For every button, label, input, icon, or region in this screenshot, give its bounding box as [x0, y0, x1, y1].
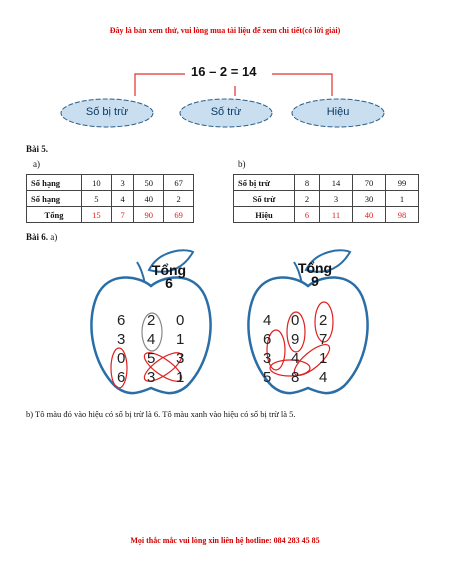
bai6-heading: Bài 6. a) [26, 232, 58, 242]
bai5-title: Bài 5. [26, 144, 49, 154]
table-row [234, 207, 419, 223]
row-label: Hiệu [234, 207, 295, 223]
apple-right-title-word: Tổng [297, 260, 333, 276]
apple-left-digit: 3 [176, 350, 185, 367]
apple-right-sum: 9 [311, 273, 319, 289]
cell: 4 [111, 191, 134, 207]
apple-left-digit: 3 [117, 331, 126, 348]
connector-right [272, 74, 332, 96]
apple-right-digit: 1 [319, 350, 328, 367]
apple-left-digit: 0 [117, 350, 126, 367]
apple-right-digit: 7 [319, 331, 328, 348]
row-label: Số bị trừ [234, 175, 295, 191]
table-addition [26, 174, 194, 223]
cell: 30 [352, 191, 385, 207]
bai5-part-b: b) [238, 159, 246, 169]
apple-left-title-word: Tổng [151, 262, 187, 278]
apple-left-digit: 0 [176, 312, 185, 329]
bai6-task-b: b) Tô màu đỏ vào hiệu có số bị trừ là 6. Tô màu xanh vào hiệu có số bị trừ là 5. [26, 409, 296, 419]
cell-answer: 7 [111, 207, 134, 223]
apple-right-digit: 5 [263, 369, 272, 386]
table-subtraction [233, 174, 419, 223]
footer-hotline: Mọi thắc mắc vui lòng xin liên hệ hotline: 084 283 45 85 [130, 536, 320, 545]
cell: 5 [82, 191, 112, 207]
apple-right-digit: 3 [263, 350, 272, 367]
apple-right-digit: 4 [291, 350, 300, 367]
row-label: Tổng [27, 207, 82, 223]
cloud-label-minuend: Số bị trừ [85, 106, 129, 118]
row-label: Số trừ [234, 191, 295, 207]
cell-answer: 40 [352, 207, 385, 223]
cell-answer: 11 [319, 207, 352, 223]
connector-left [135, 74, 185, 96]
bai6-part-a: a) [50, 232, 58, 242]
table-row [27, 191, 194, 207]
table-row [234, 175, 419, 191]
table-row [27, 175, 194, 191]
apple-left-digit: 6 [117, 312, 126, 329]
apple-left-digit: 2 [147, 312, 156, 329]
cell-answer: 6 [295, 207, 320, 223]
cell: 99 [385, 175, 418, 191]
apple-left-digit: 3 [147, 369, 156, 386]
cell: 3 [111, 175, 134, 191]
preview-banner: Đây là bản xem thử, vui lòng mua tài liệu để xem chi tiết(có lời giải) [109, 26, 341, 35]
cell: 70 [352, 175, 385, 191]
apple-left-digit: 5 [147, 350, 156, 367]
row-label: Số hạng [27, 175, 82, 191]
cloud-label-subtrahend: Số trừ [210, 106, 242, 118]
apple-right-digit: 4 [319, 369, 328, 386]
cell: 50 [134, 175, 164, 191]
row-label: Số hạng [27, 191, 82, 207]
cell: 10 [82, 175, 112, 191]
apple-left-digit: 1 [176, 331, 185, 348]
cell: 2 [295, 191, 320, 207]
cell: 67 [164, 175, 194, 191]
table-row [234, 191, 419, 207]
cell: 2 [164, 191, 194, 207]
equation-text: 16 – 2 = 14 [191, 64, 257, 79]
apple-left-digit: 4 [147, 331, 156, 348]
cell: 14 [319, 175, 352, 191]
table-row [27, 207, 194, 223]
apple-left-title [144, 264, 194, 290]
bai6-title: Bài 6 [26, 232, 46, 242]
cell-answer: 15 [82, 207, 112, 223]
apple-right-digit: 8 [291, 369, 300, 386]
cell: 8 [295, 175, 320, 191]
apple-right-digit: 4 [263, 312, 272, 329]
apple-right-digit: 9 [291, 331, 300, 348]
cell-answer: 90 [134, 207, 164, 223]
apple-right-digit: 6 [263, 331, 272, 348]
apple-left-digit: 1 [176, 369, 185, 386]
cell: 1 [385, 191, 418, 207]
apple-left-digit: 6 [117, 369, 126, 386]
apple-right-digit: 0 [291, 312, 300, 329]
cell-answer: 98 [385, 207, 418, 223]
cell: 40 [134, 191, 164, 207]
apple-left-sum: 6 [165, 275, 173, 291]
apple-right-title [290, 262, 340, 288]
cloud-label-difference: Hiệu [326, 106, 350, 118]
cell-answer: 69 [164, 207, 194, 223]
bai5-part-a: a) [33, 159, 40, 169]
cell: 3 [319, 191, 352, 207]
apple-right-digit: 2 [319, 312, 328, 329]
